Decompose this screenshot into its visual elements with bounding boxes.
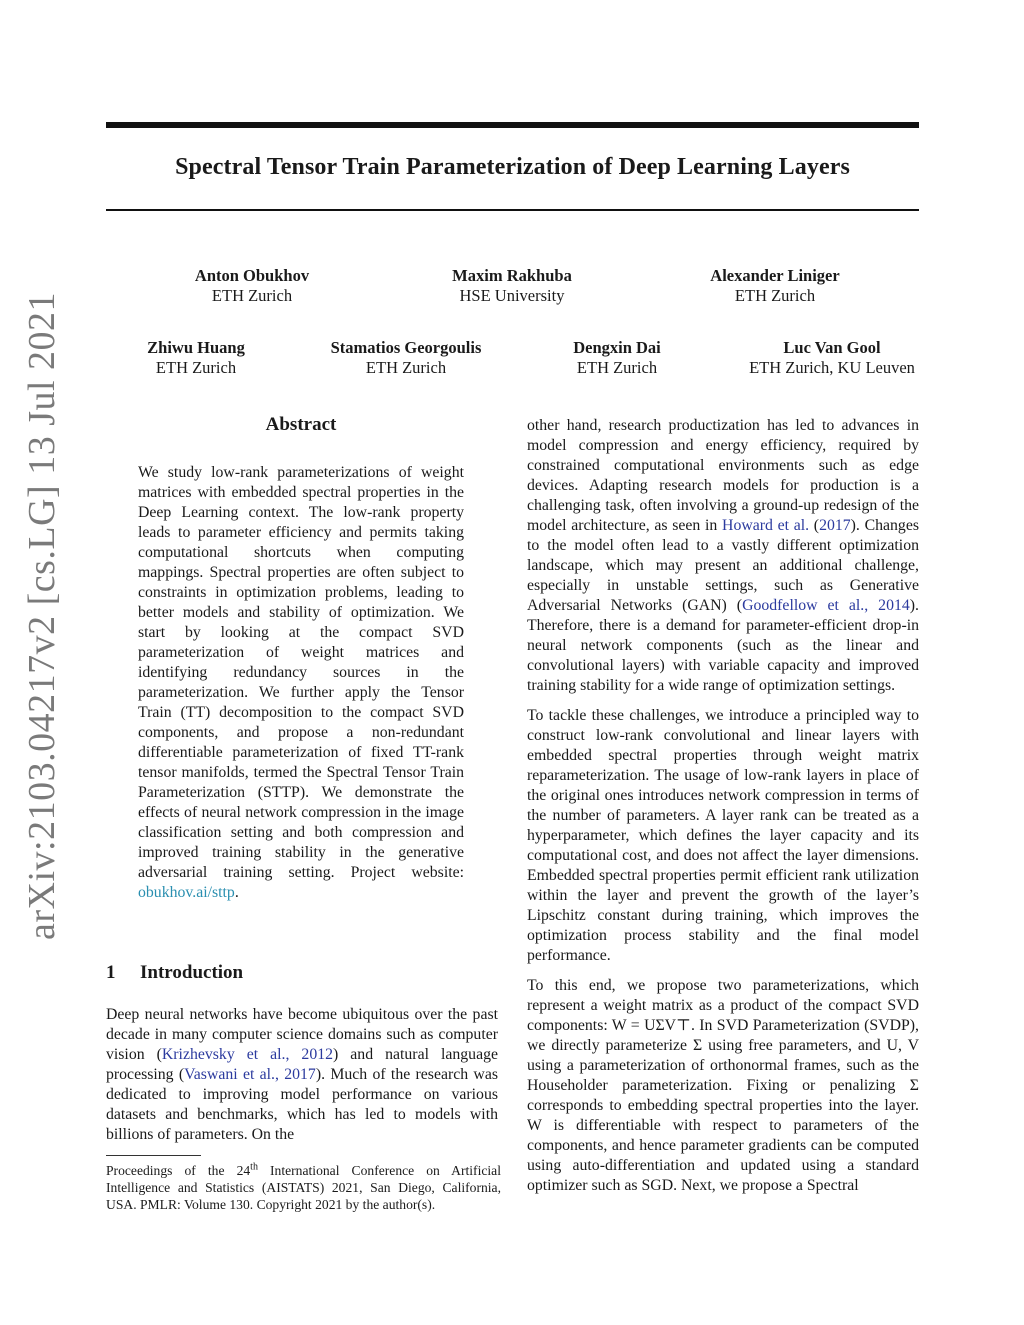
section-title: Introduction xyxy=(140,962,244,983)
paper-title: Spectral Tensor Train Parameterization of Deep Learning Layers xyxy=(175,154,850,180)
author-block xyxy=(675,266,875,306)
arxiv-side-stamp: arXiv:2103.04217v2 [cs.LG] 13 Jul 2021 xyxy=(21,291,63,940)
author-affiliation: HSE University xyxy=(459,286,565,305)
paragraph-text: ). Therefore, there is a demand for parameter-efficient drop-in neural network components (such as the linear and convolutional layers) with variable capacity and improved training stability for a wide range of optimization settings. xyxy=(527,597,919,694)
title-bottom-rule xyxy=(106,209,919,211)
paragraph: To tackle these challenges, we introduce a principled way to construct low-rank convolutional and linear layers with embedded spectral properties through weight matrix reparameterization. The usage of low-rank layers in place of the original ones introduces network compression in terms of the number of parameters. A layer rank can be treated as a hyperparameter, which defines the layer capacity and its computational cost, and does not affect the layer dimensions. Embedded spectral properties permit efficient rank utilization within the layer and prevent the growth of the layer’s Lipschitz constant during training, which improves the optimization process stability and the final model performance. xyxy=(527,707,919,964)
title-top-rule xyxy=(106,122,919,128)
author-name: Alexander Liniger xyxy=(710,266,840,285)
author-block xyxy=(116,338,276,378)
footnote-rule xyxy=(106,1155,201,1156)
author-affiliation: ETH Zurich xyxy=(365,358,447,377)
citation-link[interactable]: Goodfellow et al., 2014 xyxy=(742,597,910,614)
citation-link[interactable]: 2017 xyxy=(819,517,851,534)
author-affiliation: ETH Zurich, KU Leuven xyxy=(749,358,915,377)
footnote-text: Proceedings of the 24 xyxy=(106,1163,251,1178)
footnote-text: International Conference on Artificial Intelligence and Statistics (AISTATS) 2021, San Diego, California, USA. PMLR: Volume 130. Copyright 2021 by the author(s). xyxy=(106,1163,501,1212)
author-name: Luc Van Gool xyxy=(783,338,881,357)
paragraph xyxy=(527,416,919,696)
abstract-body xyxy=(138,463,464,903)
section-number: 1 xyxy=(106,962,116,983)
right-column xyxy=(527,416,919,1206)
author-name: Stamatios Georgoulis xyxy=(330,338,482,357)
paragraph: To this end, we propose two parameterizations, which represent a weight matrix as a product of the compact SVD components: W = UΣV⊤. In SVD Parameterization (SVDP), we directly parameterize Σ using free parameters, and U, V using a parameterization of orthonormal frames, such as the Householder parameterization. Fixing or penalizing Σ corresponds to embedding spectral properties into the layer. W is differentiable with respect to parameters of the components, and hence parameter gradients can be computed using auto-differentiation and updated using a standard optimizer such as SGD. Next, we propose a Spectral xyxy=(527,977,919,1194)
section-heading-introduction xyxy=(106,962,243,984)
project-website-link[interactable]: obukhov.ai/sttp xyxy=(138,884,235,901)
author-name: Anton Obukhov xyxy=(194,266,310,285)
author-affiliation: ETH Zurich xyxy=(734,286,816,305)
author-affiliation: ETH Zurich xyxy=(155,358,237,377)
citation-link[interactable]: Vaswani et al., 2017 xyxy=(184,1066,316,1083)
abstract-text: We study low-rank parameterizations of weight matrices with embedded spectral properties in the Deep Learning context. The low-rank property leads to parameter efficiency and permits taking computational shortcuts when computing mappings. Spectral properties are often subject to constraints in optimization problems, leading to better models and stability of optimization. We start by looking at the compact SVD parameterization of weight matrices and identifying redundancy sources in the parameterization. We further apply the Tensor Train (TT) decomposition to the compact SVD components, and propose a non-redundant differentiable parameterization of fixed TT-rank tensor manifolds, termed the Spectral Tensor Train Parameterization (STTP). We demonstrate the effects of neural network compression in the image classification setting and both compression and improved training stability in the generative adversarial training setting. Project website: xyxy=(138,464,464,881)
intro-text: ). Much of the research was dedicated to improving model performance on various datasets and benchmarks, which has led to models with billions of parameters. On the xyxy=(106,1066,498,1143)
footnote-superscript: th xyxy=(250,1161,258,1173)
citation-link[interactable]: Krizhevsky et al., 2012 xyxy=(161,1046,334,1063)
author-name: Dengxin Dai xyxy=(573,338,661,357)
footnote xyxy=(106,1162,501,1213)
abstract-heading: Abstract xyxy=(265,414,337,435)
author-affiliation: ETH Zurich xyxy=(211,286,293,305)
citation-link[interactable]: Howard et al. xyxy=(722,517,810,534)
author-block xyxy=(722,338,942,378)
abstract-end-period: . xyxy=(234,884,239,901)
paragraph-text: ). Changes to the model often lead to a vastly different optimization landscape, which may present an additional challenge, especially in unstable settings, such as Generative Adversarial Networks (GAN) ( xyxy=(527,517,919,614)
introduction-paragraph xyxy=(106,1005,498,1145)
author-name: Zhiwu Huang xyxy=(147,338,245,357)
intro-text: Deep neural networks have become ubiquitous over the past decade in many computer science domains such as computer vision ( xyxy=(106,1006,498,1063)
author-block xyxy=(412,266,612,306)
paragraph-text: ( xyxy=(809,517,820,534)
author-block xyxy=(306,338,506,378)
paragraph-text: other hand, research productization has led to advances in model compression and energy efficiency, required by constrained computational environments such as edge devices. Adapting research models for production is a challenging task, often involving a ground-up redesign of the model architecture, as seen in xyxy=(527,417,919,534)
author-block xyxy=(152,266,352,306)
intro-text: ) and natural language processing ( xyxy=(106,1046,498,1083)
author-name: Maxim Rakhuba xyxy=(452,266,572,285)
author-block xyxy=(537,338,697,378)
author-affiliation: ETH Zurich xyxy=(576,358,658,377)
